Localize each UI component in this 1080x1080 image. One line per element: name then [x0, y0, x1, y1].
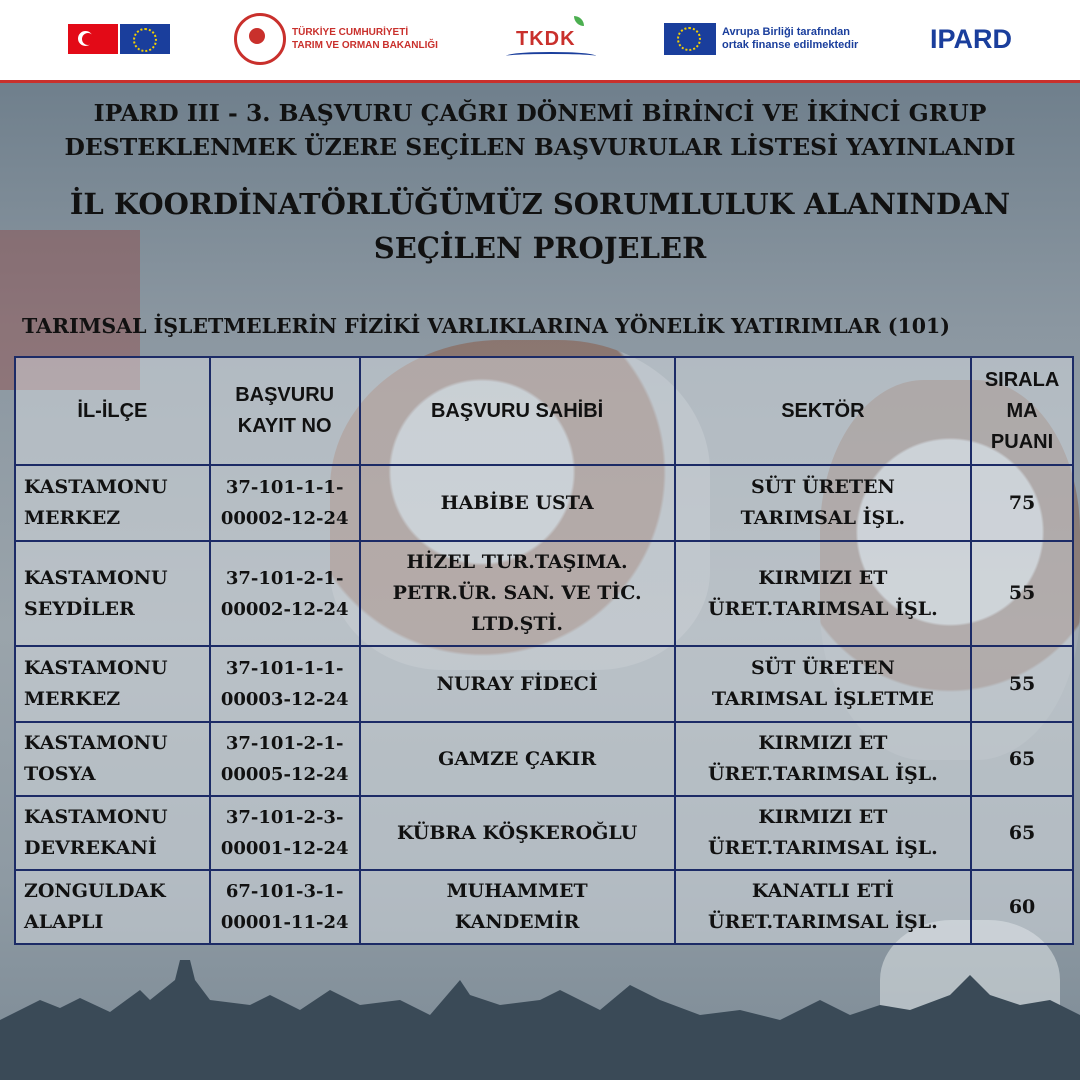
cell-puan: 55 — [971, 646, 1073, 722]
cell-sektor: KANATLI ETİ ÜRET.TARIMSAL İŞL. — [675, 870, 971, 944]
city-skyline-illustration — [0, 960, 1080, 1080]
cell-il-ilce: KASTAMONU MERKEZ — [15, 646, 210, 722]
cell-basvuru-sahibi: MUHAMMET KANDEMİR — [360, 870, 675, 944]
bakanlik-line2: TARIM VE ORMAN BAKANLIĞI — [292, 40, 438, 51]
header-sektor: SEKTÖR — [675, 357, 971, 465]
table-row — [15, 796, 1073, 870]
cell-sektor: KIRMIZI ET ÜRET.TARIMSAL İŞL. — [675, 722, 971, 796]
cell-kayit-no: 37-101-2-3- 00001-12-24 — [210, 796, 360, 870]
leaf-icon — [574, 16, 584, 26]
header-kayit-no: BAŞVURU KAYIT NO — [210, 357, 360, 465]
cell-puan: 60 — [971, 870, 1073, 944]
headline-line2: DESTEKLENMEK ÜZERE SEÇİLEN BAŞVURULAR LİSTESİ YAYINLANDI — [64, 133, 1016, 161]
cell-basvuru-sahibi: GAMZE ÇAKIR — [360, 722, 675, 796]
subhead-line2: SEÇİLEN PROJELER — [373, 231, 707, 265]
header-basvuru-sahibi: BAŞVURU SAHİBİ — [360, 357, 675, 465]
headline — [0, 96, 1080, 164]
turkish-flag-icon — [68, 24, 118, 54]
cell-puan: 55 — [971, 541, 1073, 646]
cell-sektor: SÜT ÜRETEN TARIMSAL İŞL. — [675, 465, 971, 541]
cell-kayit-no: 37-101-2-1- 00002-12-24 — [210, 541, 360, 646]
tkdk-logo — [516, 0, 576, 78]
eu-flag-icon — [120, 24, 170, 54]
cell-il-ilce: KASTAMONU TOSYA — [15, 722, 210, 796]
ipard-text: IPARD — [930, 23, 1013, 54]
table-row — [15, 722, 1073, 796]
header-puan: SIRALA MA PUANI — [971, 357, 1073, 465]
cell-sektor: KIRMIZI ET ÜRET.TARIMSAL İŞL. — [675, 796, 971, 870]
eu-cofinance-logo — [662, 0, 858, 78]
cell-basvuru-sahibi: KÜBRA KÖŞKEROĞLU — [360, 796, 675, 870]
flags-logo — [68, 0, 170, 78]
cell-kayit-no: 67-101-3-1- 00001-11-24 — [210, 870, 360, 944]
table-row — [15, 541, 1073, 646]
cell-puan: 65 — [971, 722, 1073, 796]
headline-line1: IPARD III - 3. BAŞVURU ÇAĞRI DÖNEMİ BİRİNCİ VE İKİNCİ GRUP — [93, 99, 987, 127]
cell-basvuru-sahibi: HABİBE USTA — [360, 465, 675, 541]
cell-puan: 75 — [971, 465, 1073, 541]
subhead-line1: İL KOORDİNATÖRLÜĞÜMÜZ SORUMLULUK ALANINDAN — [69, 187, 1011, 221]
eu-line1: Avrupa Birliği tarafından — [722, 26, 850, 38]
titles — [0, 96, 1080, 270]
cell-sektor: KIRMIZI ET ÜRET.TARIMSAL İŞL. — [675, 541, 971, 646]
cell-il-ilce: ZONGULDAK ALAPLI — [15, 870, 210, 944]
bakanlik-line1: TÜRKİYE CUMHURİYETİ — [292, 27, 409, 38]
cell-il-ilce: KASTAMONU MERKEZ — [15, 465, 210, 541]
table-header-row — [15, 357, 1073, 465]
cell-il-ilce: KASTAMONU SEYDİLER — [15, 541, 210, 646]
logo-header — [0, 0, 1080, 83]
tkdk-text: TKDK — [516, 27, 576, 50]
bakanlik-logo — [234, 0, 438, 78]
cell-kayit-no: 37-101-1-1- 00003-12-24 — [210, 646, 360, 722]
bakanlik-emblem-icon — [234, 13, 286, 65]
cell-basvuru-sahibi: HİZEL TUR.TAŞIMA. PETR.ÜR. SAN. VE TİC. LTD.ŞTİ. — [360, 541, 675, 646]
cell-kayit-no: 37-101-2-1- 00005-12-24 — [210, 722, 360, 796]
cell-basvuru-sahibi: NURAY FİDECİ — [360, 646, 675, 722]
table-caption: TARIMSAL İŞLETMELERİN FİZİKİ VARLIKLARINA YÖNELİK YATIRIMLAR (101) — [22, 314, 950, 338]
eu-flag-icon — [664, 23, 716, 55]
cell-puan: 65 — [971, 796, 1073, 870]
header-il-ilce: İL-İLÇE — [15, 357, 210, 465]
table-row — [15, 646, 1073, 722]
table-row — [15, 465, 1073, 541]
ipard-logo — [930, 0, 1012, 78]
eu-line2: ortak finanse edilmektedir — [722, 39, 859, 51]
cell-kayit-no: 37-101-1-1- 00002-12-24 — [210, 465, 360, 541]
projects-table — [14, 356, 1074, 945]
table-row — [15, 870, 1073, 944]
cell-il-ilce: KASTAMONU DEVREKANİ — [15, 796, 210, 870]
subhead — [0, 182, 1080, 270]
cell-sektor: SÜT ÜRETEN TARIMSAL İŞLETME — [675, 646, 971, 722]
